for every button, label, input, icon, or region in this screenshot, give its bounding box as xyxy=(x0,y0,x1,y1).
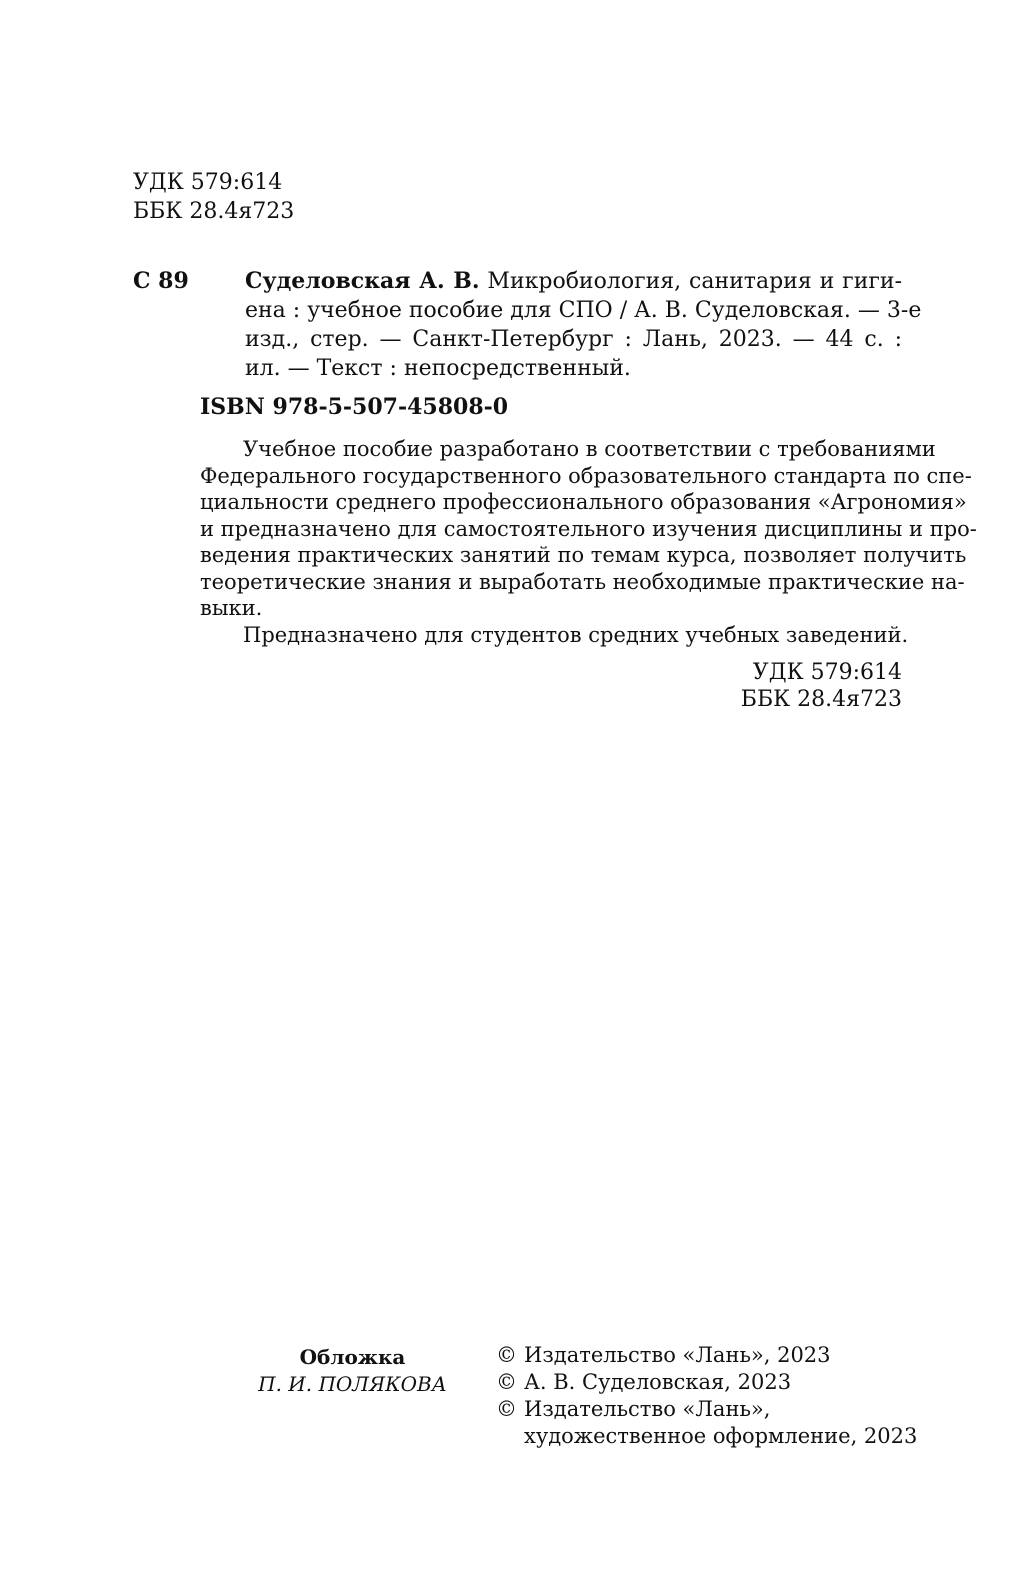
udk-code-top: УДК 579:614 xyxy=(133,170,283,195)
annotation-line: ведения практических занятий по темам курса, позволяет получить xyxy=(200,543,967,567)
copyright-line xyxy=(496,1342,917,1369)
bib-line: изд., стер. — Санкт-Петербург : Лань, 2023. — 44 с. : xyxy=(245,327,902,352)
bibliographic-entry xyxy=(245,267,922,383)
copyright-block xyxy=(496,1342,917,1450)
cover-designer: П. И. ПОЛЯКОВА xyxy=(258,1372,447,1396)
copyright-continuation: художественное оформление, 2023 xyxy=(524,1424,918,1448)
bib-line xyxy=(245,267,902,296)
annotation-line: теоретические знания и выработать необходимые практические на- xyxy=(200,569,965,594)
annotation-line: Федерального государственного образовательного стандарта по спе- xyxy=(200,463,972,488)
copyright-text: Издательство «Лань», xyxy=(524,1397,771,1421)
annotation-line: циальности среднего профессионального образования «Агрономия» xyxy=(200,490,967,514)
bib-title-start: Микробиология, санитария и гиги- xyxy=(487,269,902,294)
annotation-line: и предназначено для самостоятельного изучения дисциплины и про- xyxy=(200,516,977,541)
copyright-text: А. В. Суделовская, 2023 xyxy=(524,1370,792,1394)
cutter-number: С 89 xyxy=(133,268,189,294)
udk-code-right: УДК 579:614 xyxy=(752,660,902,685)
cover-label: Обложка xyxy=(299,1345,406,1369)
bbk-code-right: ББК 28.4я723 xyxy=(740,687,902,712)
copyright-text: Издательство «Лань», 2023 xyxy=(524,1343,831,1367)
bbk-code-top: ББК 28.4я723 xyxy=(133,199,295,224)
bib-line: ена : учебное пособие для СПО / А. В. Суделовская. — 3-е xyxy=(245,298,922,323)
copyright-icon: © xyxy=(496,1343,517,1367)
copyright-line xyxy=(496,1396,917,1423)
isbn: ISBN 978-5-507-45808-0 xyxy=(200,394,509,420)
copyright-icon: © xyxy=(496,1370,517,1394)
copyright-line xyxy=(496,1369,917,1396)
annotation-line: Предназначено для студентов средних учебных заведений. xyxy=(243,622,909,647)
copyright-icon: © xyxy=(496,1397,517,1421)
bib-line: ил. — Текст : непосредственный. xyxy=(245,356,631,381)
annotation-line: Учебное пособие разработано в соответствии с требованиями xyxy=(243,437,936,461)
annotation xyxy=(200,436,977,648)
annotation-line: выки. xyxy=(200,596,263,620)
author-name: Суделовская А. В. xyxy=(245,268,480,294)
